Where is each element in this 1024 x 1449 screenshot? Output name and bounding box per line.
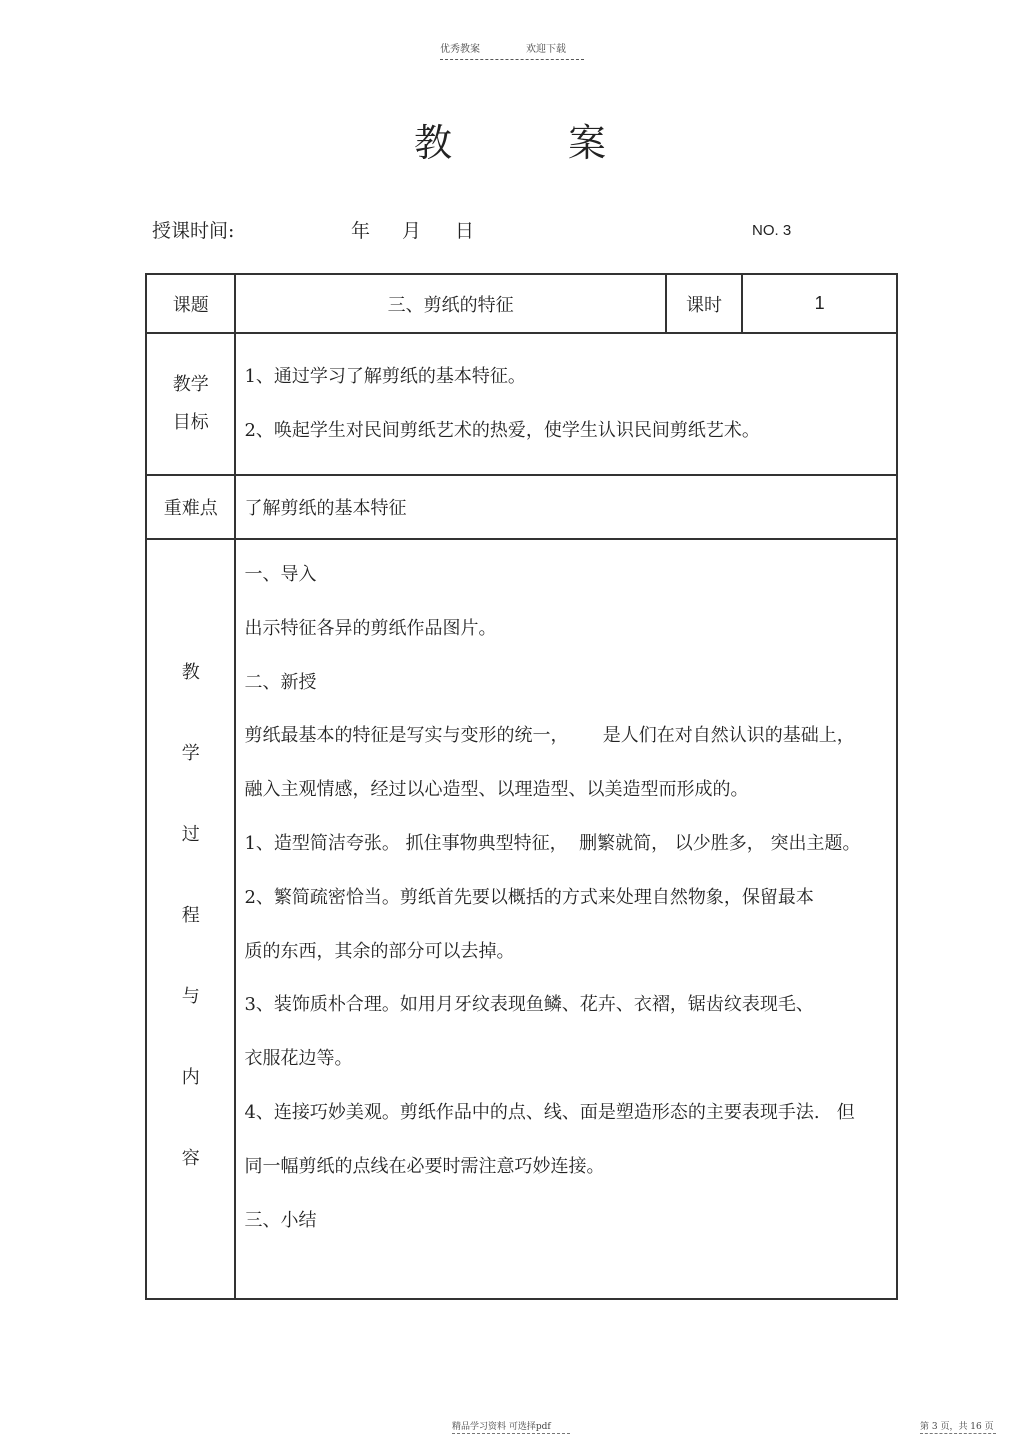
process-line: 剪纸最基本的特征是写实与变形的统一， 是人们在对自然认识的基础上， xyxy=(244,725,855,747)
goals-label-line-1: 教学 xyxy=(172,374,209,395)
topic-row xyxy=(146,274,897,333)
goal-item: 1、通过学习了解剪纸的基本特征。 xyxy=(244,366,526,387)
process-line: 质的东西，其余的部分可以去掉。 xyxy=(244,940,515,962)
goal-item: 2、唤起学生对民间剪纸艺术的热爱，使学生认识民间剪纸艺术。 xyxy=(244,420,760,441)
process-line: 同一幅剪纸的点线在必要时需注意巧妙连接。 xyxy=(244,1155,605,1177)
process-label xyxy=(146,539,235,1299)
title-char-1: 教 xyxy=(414,121,453,165)
header-left-text: 优秀教案 xyxy=(440,44,480,55)
process-label-char: 内 xyxy=(181,1067,200,1088)
class-time-label: 授课时间: xyxy=(152,220,235,242)
process-line: 1、造型简洁夸张。 抓住事物典型特征， 删繁就简， 以少胜多， 突出主题。 xyxy=(244,832,861,854)
process-row xyxy=(146,539,897,1299)
process-label-char: 容 xyxy=(181,1148,200,1169)
day-label: 日 xyxy=(455,220,475,242)
goals-row xyxy=(146,333,897,475)
process-line: 融入主观情感，经过以心造型、以理造型、以美造型而形成的。 xyxy=(244,779,749,801)
page-header xyxy=(440,40,585,55)
goals-label-line-2: 目标 xyxy=(172,412,209,433)
month-label: 月 xyxy=(402,220,422,242)
process-label-char: 过 xyxy=(181,824,200,845)
year-label: 年 xyxy=(351,220,371,242)
process-line: 二、新授 xyxy=(244,671,317,693)
process-line: 4、连接巧妙美观。剪纸作品中的点、线、面是塑造形态的主要表现手法. 但 xyxy=(244,1101,855,1123)
process-content xyxy=(235,539,897,1299)
process-label-char: 教 xyxy=(181,662,200,683)
process-line: 3、装饰质朴合理。如用月牙纹表现鱼鳞、花卉、衣褶，锯齿纹表现毛、 xyxy=(244,994,814,1016)
process-label-char: 程 xyxy=(181,905,200,926)
process-line: 衣服花边等。 xyxy=(244,1048,353,1070)
process-line: 出示特征各异的剪纸作品图片。 xyxy=(244,617,497,639)
lesson-number: NO. 3 xyxy=(752,222,792,239)
key-points-label: 重难点 xyxy=(146,475,235,539)
process-label-char: 学 xyxy=(181,743,200,764)
goals-content xyxy=(235,333,897,475)
header-right-text: 欢迎下载 xyxy=(526,44,566,55)
key-points-row xyxy=(146,475,897,539)
footer-center-text: 精品学习资料 可选择pdf xyxy=(452,1422,551,1432)
lesson-plan-table xyxy=(145,273,898,1300)
process-line: 三、小结 xyxy=(244,1209,317,1231)
process-label-char: 与 xyxy=(181,986,200,1007)
hours-label: 课时 xyxy=(666,274,742,333)
page-indicator: 第 3 页，共 16 页 xyxy=(920,1422,994,1432)
process-line: 2、繁简疏密恰当。剪纸首先要以概括的方式来处理自然物象，保留最本 xyxy=(244,886,814,908)
footer-divider xyxy=(452,1433,570,1434)
topic-label: 课题 xyxy=(146,274,235,333)
goals-label xyxy=(146,333,235,475)
footer-divider xyxy=(920,1433,996,1434)
header-divider xyxy=(440,59,584,60)
hours-value: 1 xyxy=(742,274,897,333)
title-char-2: 案 xyxy=(568,121,607,165)
topic-value: 三、剪纸的特征 xyxy=(235,274,665,333)
process-line: 一、导入 xyxy=(244,564,317,585)
key-points-value: 了解剪纸的基本特征 xyxy=(235,475,897,539)
